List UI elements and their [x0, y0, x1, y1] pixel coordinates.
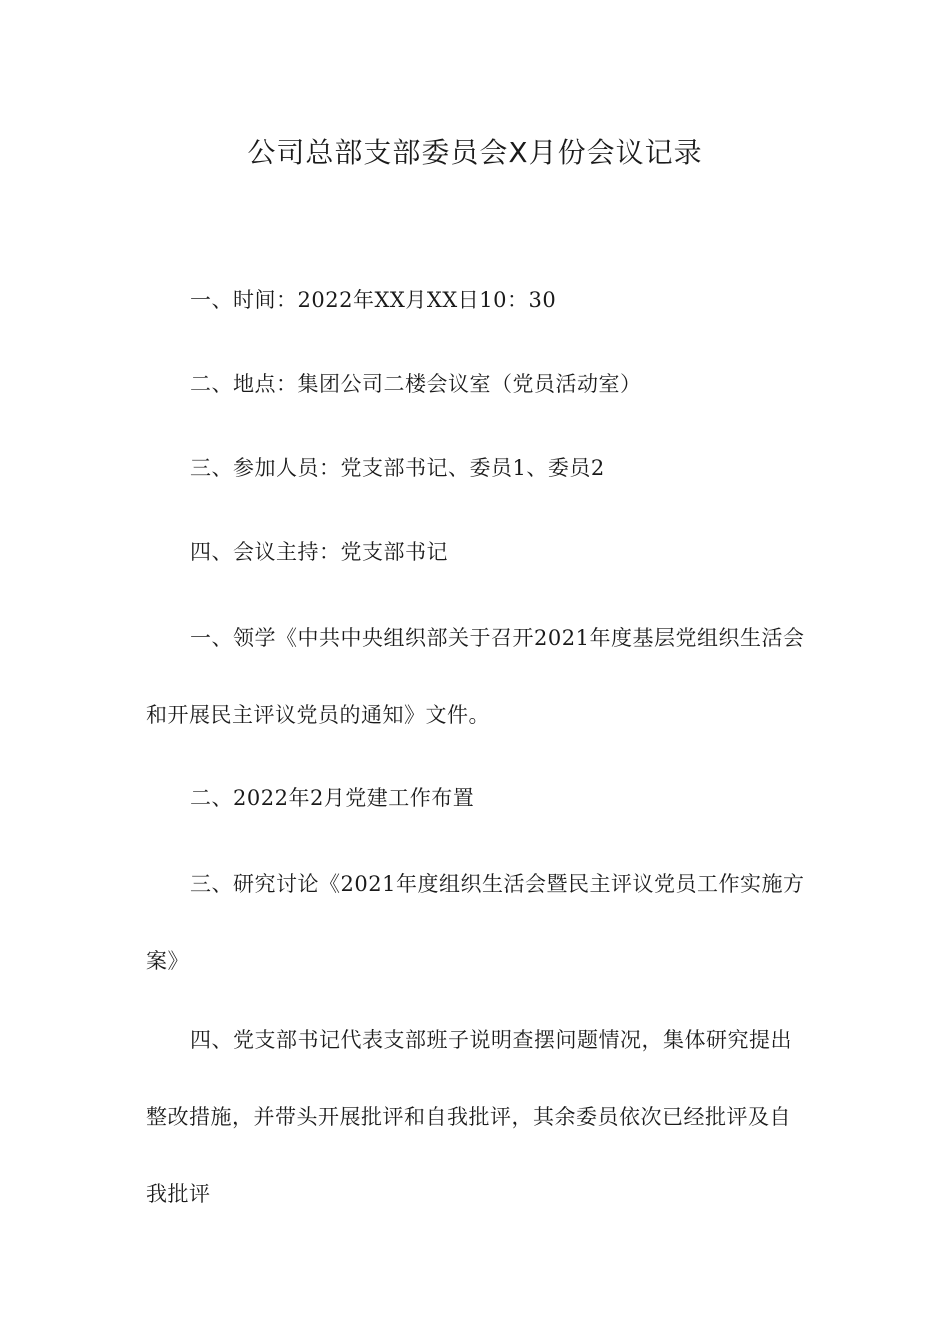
document-title: 公司总部支部委员会X月份会议记录 — [247, 136, 703, 169]
agenda-item-work-arrangement: 二、2022年2月党建工作布置 — [190, 786, 475, 810]
agenda-item-criticism: 四、党支部书记代表支部班子说明查摆问题情况，集体研究提出整改措施，并带头开展批评和自我批评，其余委员依次已经批评及自我批评 — [146, 1028, 792, 1206]
meeting-time: 一、时间：2022年XX月XX日10：30 — [190, 288, 557, 312]
meeting-host: 四、会议主持：党支部书记 — [190, 540, 448, 564]
agenda-item-discussion-plan: 三、研究讨论《2021年度组织生活会暨民主评议党员工作实施方案》 — [146, 872, 805, 973]
meeting-attendees: 三、参加人员：党支部书记、委员1、委员2 — [190, 456, 605, 480]
meeting-location: 二、地点：集团公司二楼会议室（党员活动室） — [190, 372, 642, 396]
agenda-item-study-notice: 一、领学《中共中央组织部关于召开2021年度基层党组织生活会和开展民主评议党员的通知》文件。 — [146, 626, 805, 727]
